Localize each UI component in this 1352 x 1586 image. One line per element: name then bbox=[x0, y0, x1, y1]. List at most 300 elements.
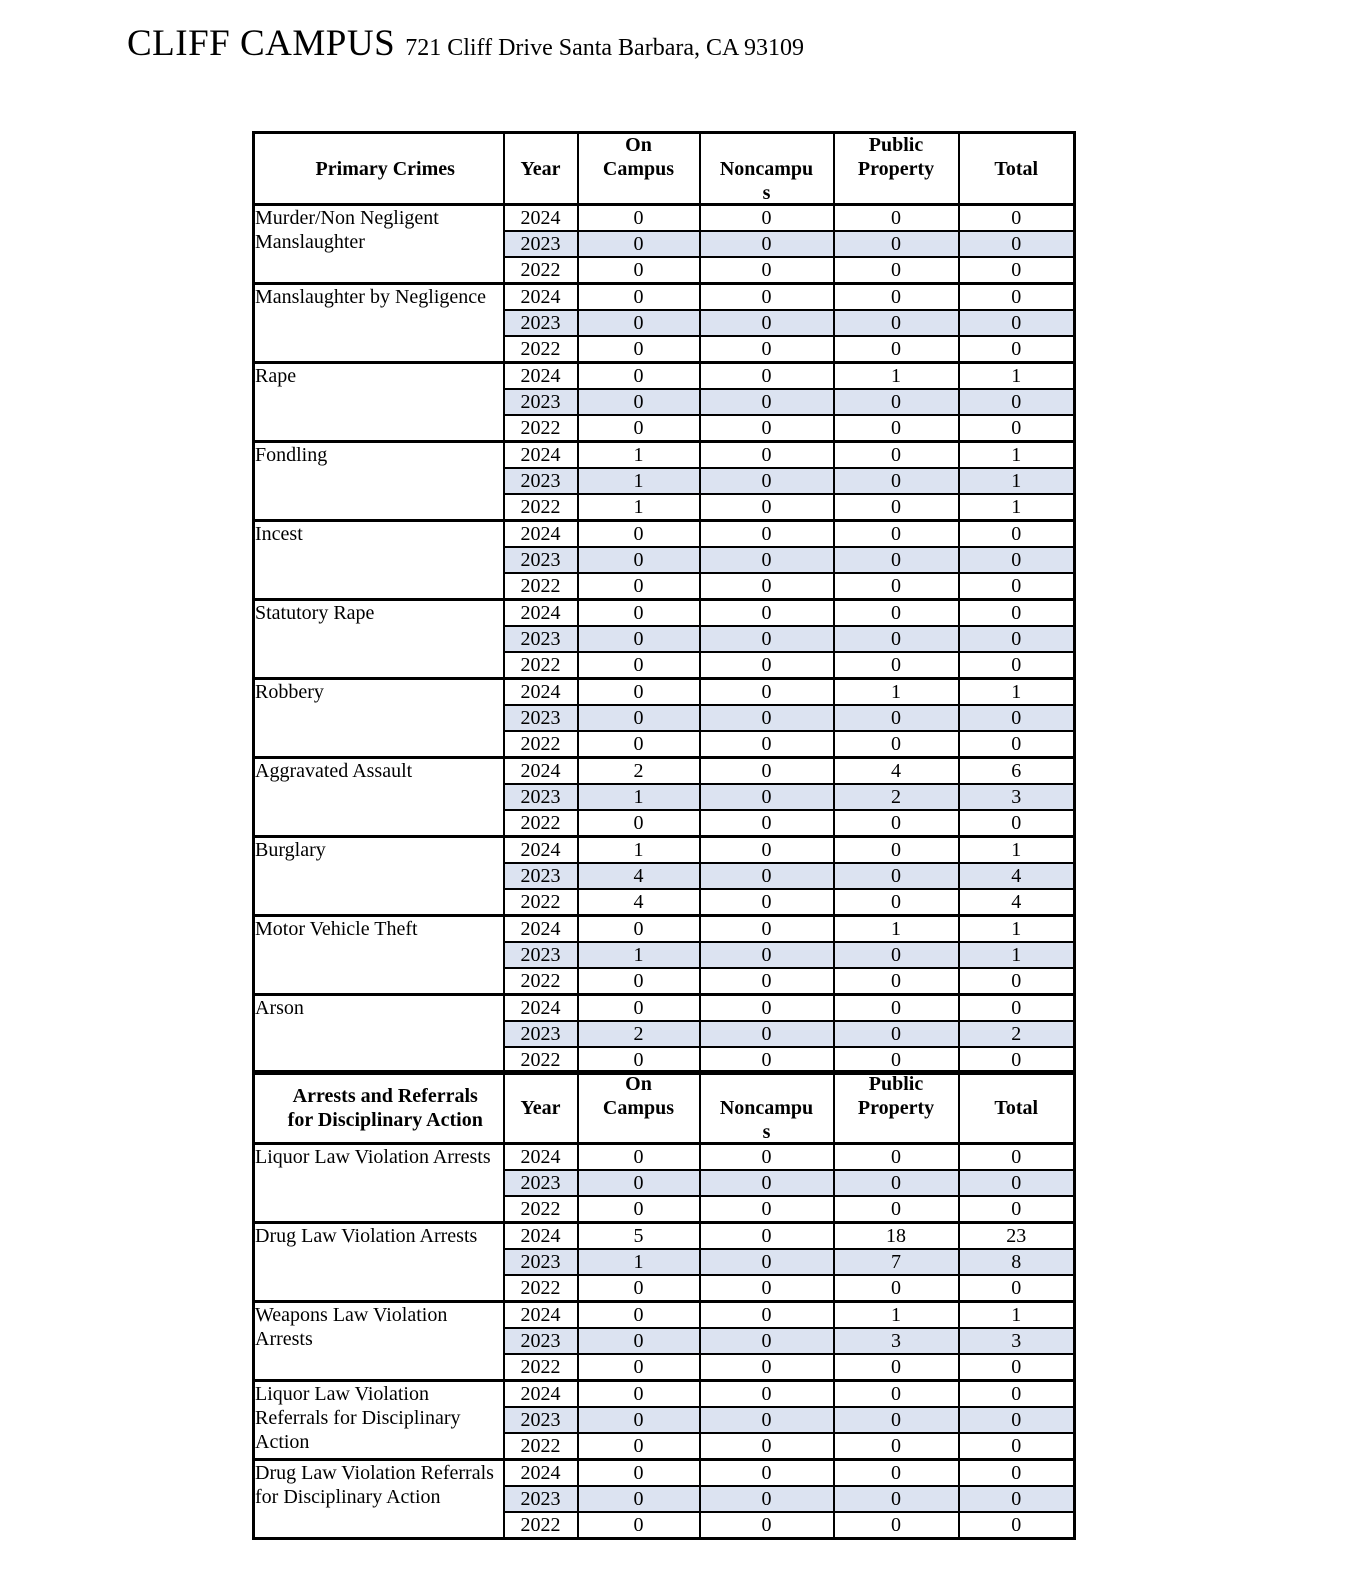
year-row bbox=[254, 363, 1075, 390]
column-header-label: Noncampu s bbox=[719, 157, 814, 204]
value-cell: 1 bbox=[834, 916, 959, 943]
category-group bbox=[254, 600, 1075, 679]
value-cell: 0 bbox=[700, 705, 834, 731]
value-cell: 0 bbox=[834, 626, 959, 652]
year-row bbox=[254, 442, 1075, 469]
value-cell: 0 bbox=[959, 652, 1075, 679]
value-cell: 0 bbox=[959, 231, 1075, 257]
category-name-cell: Liquor Law Violation Referrals for Disciplinary Action bbox=[254, 1381, 504, 1460]
value-cell: 0 bbox=[834, 731, 959, 758]
year-cell: 2023 bbox=[504, 705, 578, 731]
value-cell: 0 bbox=[959, 1512, 1075, 1539]
value-cell: 0 bbox=[834, 1047, 959, 1074]
arrests-referrals-table bbox=[252, 1070, 1076, 1540]
value-cell: 0 bbox=[700, 284, 834, 311]
value-cell: 0 bbox=[578, 415, 700, 442]
value-cell: 0 bbox=[959, 336, 1075, 363]
year-row bbox=[254, 600, 1075, 627]
year-cell: 2023 bbox=[504, 1328, 578, 1354]
category-group bbox=[254, 758, 1075, 837]
value-cell: 0 bbox=[834, 494, 959, 521]
value-cell: 0 bbox=[959, 1381, 1075, 1408]
column-header-label: On Campus bbox=[602, 1072, 675, 1119]
value-cell: 0 bbox=[834, 415, 959, 442]
value-cell: 1 bbox=[834, 363, 959, 390]
value-cell: 0 bbox=[700, 468, 834, 494]
year-cell: 2022 bbox=[504, 415, 578, 442]
value-cell: 0 bbox=[834, 652, 959, 679]
value-cell: 0 bbox=[959, 600, 1075, 627]
category-group bbox=[254, 521, 1075, 600]
column-header-label: Public Property bbox=[857, 1072, 935, 1119]
value-cell: 0 bbox=[578, 995, 700, 1022]
year-cell: 2023 bbox=[504, 1021, 578, 1047]
year-cell: 2023 bbox=[504, 231, 578, 257]
value-cell: 0 bbox=[700, 995, 834, 1022]
year-row bbox=[254, 284, 1075, 311]
value-cell: 0 bbox=[578, 1460, 700, 1487]
category-group bbox=[254, 837, 1075, 916]
value-cell: 0 bbox=[700, 1486, 834, 1512]
value-cell: 4 bbox=[959, 889, 1075, 916]
value-cell: 0 bbox=[834, 1433, 959, 1460]
value-cell: 2 bbox=[834, 784, 959, 810]
value-cell: 0 bbox=[700, 1047, 834, 1074]
category-group bbox=[254, 916, 1075, 995]
value-cell: 0 bbox=[700, 336, 834, 363]
year-cell: 2024 bbox=[504, 284, 578, 311]
value-cell: 1 bbox=[959, 494, 1075, 521]
value-cell: 0 bbox=[700, 916, 834, 943]
value-cell: 0 bbox=[959, 1433, 1075, 1460]
year-cell: 2023 bbox=[504, 547, 578, 573]
value-cell: 1 bbox=[959, 363, 1075, 390]
year-cell: 2023 bbox=[504, 1486, 578, 1512]
value-cell: 0 bbox=[959, 626, 1075, 652]
value-cell: 0 bbox=[834, 863, 959, 889]
value-cell: 0 bbox=[578, 916, 700, 943]
category-name-cell: Incest bbox=[254, 521, 504, 600]
value-cell: 0 bbox=[578, 1196, 700, 1223]
category-group bbox=[254, 284, 1075, 363]
value-cell: 0 bbox=[700, 442, 834, 469]
value-cell: 0 bbox=[700, 1354, 834, 1381]
value-cell: 4 bbox=[578, 863, 700, 889]
value-cell: 0 bbox=[959, 1354, 1075, 1381]
value-cell: 0 bbox=[700, 389, 834, 415]
column-header-label: Public Property bbox=[857, 133, 935, 180]
column-header bbox=[700, 133, 834, 205]
year-cell: 2024 bbox=[504, 600, 578, 627]
year-cell: 2024 bbox=[504, 995, 578, 1022]
category-name-cell: Murder/Non Negligent Manslaughter bbox=[254, 205, 504, 284]
year-cell: 2024 bbox=[504, 363, 578, 390]
year-cell: 2024 bbox=[504, 1144, 578, 1171]
value-cell: 1 bbox=[834, 679, 959, 706]
column-header-category: Primary Crimes bbox=[254, 133, 504, 205]
value-cell: 0 bbox=[700, 521, 834, 548]
year-row bbox=[254, 1302, 1075, 1329]
value-cell: 0 bbox=[959, 389, 1075, 415]
value-cell: 1 bbox=[578, 1249, 700, 1275]
value-cell: 0 bbox=[700, 863, 834, 889]
value-cell: 2 bbox=[578, 1021, 700, 1047]
value-cell: 0 bbox=[959, 1275, 1075, 1302]
value-cell: 0 bbox=[834, 1021, 959, 1047]
year-row bbox=[254, 995, 1075, 1022]
year-row bbox=[254, 1144, 1075, 1171]
value-cell: 1 bbox=[959, 1302, 1075, 1329]
value-cell: 0 bbox=[700, 837, 834, 864]
year-row bbox=[254, 916, 1075, 943]
value-cell: 0 bbox=[578, 1144, 700, 1171]
value-cell: 0 bbox=[834, 1196, 959, 1223]
value-cell: 0 bbox=[959, 415, 1075, 442]
column-header bbox=[578, 133, 700, 205]
value-cell: 4 bbox=[578, 889, 700, 916]
value-cell: 0 bbox=[700, 600, 834, 627]
value-cell: 1 bbox=[578, 784, 700, 810]
value-cell: 0 bbox=[959, 1170, 1075, 1196]
value-cell: 0 bbox=[578, 1328, 700, 1354]
value-cell: 0 bbox=[834, 257, 959, 284]
value-cell: 0 bbox=[578, 1486, 700, 1512]
value-cell: 0 bbox=[578, 600, 700, 627]
value-cell: 1 bbox=[959, 442, 1075, 469]
year-cell: 2024 bbox=[504, 521, 578, 548]
value-cell: 0 bbox=[578, 284, 700, 311]
value-cell: 0 bbox=[700, 415, 834, 442]
value-cell: 0 bbox=[959, 1407, 1075, 1433]
value-cell: 1 bbox=[578, 468, 700, 494]
value-cell: 0 bbox=[834, 547, 959, 573]
value-cell: 0 bbox=[834, 389, 959, 415]
year-cell: 2023 bbox=[504, 942, 578, 968]
year-cell: 2024 bbox=[504, 679, 578, 706]
value-cell: 0 bbox=[700, 1302, 834, 1329]
value-cell: 1 bbox=[578, 442, 700, 469]
value-cell: 0 bbox=[700, 1144, 834, 1171]
category-name-cell: Fondling bbox=[254, 442, 504, 521]
value-cell: 0 bbox=[578, 336, 700, 363]
year-row bbox=[254, 205, 1075, 232]
year-cell: 2023 bbox=[504, 1170, 578, 1196]
value-cell: 0 bbox=[700, 205, 834, 232]
value-cell: 1 bbox=[959, 679, 1075, 706]
year-cell: 2024 bbox=[504, 916, 578, 943]
value-cell: 0 bbox=[959, 257, 1075, 284]
value-cell: 0 bbox=[578, 705, 700, 731]
year-cell: 2023 bbox=[504, 389, 578, 415]
year-cell: 2023 bbox=[504, 863, 578, 889]
value-cell: 0 bbox=[578, 231, 700, 257]
year-cell: 2023 bbox=[504, 784, 578, 810]
value-cell: 0 bbox=[959, 1047, 1075, 1074]
value-cell: 23 bbox=[959, 1223, 1075, 1250]
value-cell: 0 bbox=[700, 1021, 834, 1047]
value-cell: 6 bbox=[959, 758, 1075, 785]
table-header bbox=[254, 1072, 1075, 1144]
value-cell: 0 bbox=[700, 652, 834, 679]
value-cell: 0 bbox=[700, 257, 834, 284]
value-cell: 0 bbox=[834, 1275, 959, 1302]
value-cell: 0 bbox=[834, 600, 959, 627]
value-cell: 0 bbox=[578, 389, 700, 415]
category-name-cell: Statutory Rape bbox=[254, 600, 504, 679]
value-cell: 0 bbox=[700, 679, 834, 706]
value-cell: 0 bbox=[700, 573, 834, 600]
value-cell: 1 bbox=[959, 942, 1075, 968]
value-cell: 2 bbox=[578, 758, 700, 785]
value-cell: 0 bbox=[700, 1407, 834, 1433]
year-cell: 2022 bbox=[504, 1275, 578, 1302]
year-cell: 2024 bbox=[504, 1302, 578, 1329]
value-cell: 0 bbox=[578, 573, 700, 600]
value-cell: 0 bbox=[834, 336, 959, 363]
campus-address: 721 Cliff Drive Santa Barbara, CA 93109 bbox=[405, 35, 805, 61]
value-cell: 0 bbox=[578, 1381, 700, 1408]
column-header-category: Arrests and Referrals for Disciplinary Action bbox=[254, 1072, 504, 1144]
value-cell: 0 bbox=[578, 810, 700, 837]
value-cell: 0 bbox=[834, 889, 959, 916]
category-group bbox=[254, 679, 1075, 758]
column-header bbox=[578, 1072, 700, 1144]
value-cell: 0 bbox=[959, 205, 1075, 232]
value-cell: 0 bbox=[700, 731, 834, 758]
category-name-cell: Aggravated Assault bbox=[254, 758, 504, 837]
year-cell: 2022 bbox=[504, 336, 578, 363]
value-cell: 0 bbox=[834, 1381, 959, 1408]
value-cell: 0 bbox=[700, 310, 834, 336]
value-cell: 0 bbox=[578, 1512, 700, 1539]
value-cell: 1 bbox=[959, 468, 1075, 494]
category-name-cell: Motor Vehicle Theft bbox=[254, 916, 504, 995]
column-header bbox=[700, 1072, 834, 1144]
value-cell: 0 bbox=[834, 468, 959, 494]
year-cell: 2024 bbox=[504, 837, 578, 864]
value-cell: 0 bbox=[959, 705, 1075, 731]
year-cell: 2024 bbox=[504, 758, 578, 785]
value-cell: 0 bbox=[700, 810, 834, 837]
column-header bbox=[959, 133, 1075, 205]
value-cell: 0 bbox=[700, 1433, 834, 1460]
value-cell: 0 bbox=[700, 1249, 834, 1275]
value-cell: 0 bbox=[834, 1354, 959, 1381]
year-cell: 2024 bbox=[504, 1381, 578, 1408]
value-cell: 3 bbox=[834, 1328, 959, 1354]
year-cell: 2022 bbox=[504, 889, 578, 916]
value-cell: 18 bbox=[834, 1223, 959, 1250]
category-name-cell: Rape bbox=[254, 363, 504, 442]
year-row bbox=[254, 1460, 1075, 1487]
category-name-cell: Weapons Law Violation Arrests bbox=[254, 1302, 504, 1381]
category-group bbox=[254, 1460, 1075, 1539]
value-cell: 0 bbox=[959, 968, 1075, 995]
value-cell: 0 bbox=[834, 1170, 959, 1196]
value-cell: 0 bbox=[578, 547, 700, 573]
value-cell: 0 bbox=[700, 231, 834, 257]
value-cell: 0 bbox=[700, 363, 834, 390]
value-cell: 0 bbox=[834, 521, 959, 548]
category-group bbox=[254, 1302, 1075, 1381]
value-cell: 1 bbox=[959, 837, 1075, 864]
column-header-label: On Campus bbox=[602, 133, 675, 180]
value-cell: 7 bbox=[834, 1249, 959, 1275]
column-header-label: Total bbox=[994, 1096, 1039, 1119]
value-cell: 0 bbox=[700, 1170, 834, 1196]
year-cell: 2023 bbox=[504, 1249, 578, 1275]
year-cell: 2024 bbox=[504, 1223, 578, 1250]
category-group bbox=[254, 995, 1075, 1074]
value-cell: 8 bbox=[959, 1249, 1075, 1275]
value-cell: 3 bbox=[959, 1328, 1075, 1354]
year-cell: 2022 bbox=[504, 652, 578, 679]
value-cell: 0 bbox=[834, 1144, 959, 1171]
value-cell: 1 bbox=[578, 942, 700, 968]
value-cell: 1 bbox=[834, 1302, 959, 1329]
column-header-year: Year bbox=[504, 133, 578, 205]
value-cell: 0 bbox=[578, 521, 700, 548]
value-cell: 0 bbox=[700, 1381, 834, 1408]
value-cell: 5 bbox=[578, 1223, 700, 1250]
value-cell: 0 bbox=[700, 942, 834, 968]
value-cell: 0 bbox=[834, 705, 959, 731]
year-cell: 2023 bbox=[504, 468, 578, 494]
value-cell: 0 bbox=[959, 1144, 1075, 1171]
value-cell: 0 bbox=[578, 652, 700, 679]
value-cell: 0 bbox=[578, 363, 700, 390]
year-cell: 2023 bbox=[504, 1407, 578, 1433]
value-cell: 0 bbox=[834, 231, 959, 257]
value-cell: 0 bbox=[578, 1433, 700, 1460]
value-cell: 0 bbox=[700, 626, 834, 652]
campus-name: CLIFF CAMPUS bbox=[127, 23, 396, 64]
value-cell: 0 bbox=[578, 968, 700, 995]
category-name-cell: Arson bbox=[254, 995, 504, 1074]
value-cell: 0 bbox=[834, 942, 959, 968]
value-cell: 0 bbox=[578, 1047, 700, 1074]
year-cell: 2022 bbox=[504, 573, 578, 600]
year-cell: 2022 bbox=[504, 731, 578, 758]
value-cell: 0 bbox=[834, 1460, 959, 1487]
value-cell: 0 bbox=[578, 1302, 700, 1329]
year-cell: 2022 bbox=[504, 1047, 578, 1074]
value-cell: 0 bbox=[700, 1275, 834, 1302]
value-cell: 0 bbox=[578, 205, 700, 232]
value-cell: 0 bbox=[834, 284, 959, 311]
category-name-cell: Liquor Law Violation Arrests bbox=[254, 1144, 504, 1223]
value-cell: 0 bbox=[700, 1196, 834, 1223]
column-header bbox=[959, 1072, 1075, 1144]
header-row bbox=[254, 133, 1075, 205]
column-header-label: Total bbox=[994, 157, 1039, 180]
column-header bbox=[834, 1072, 959, 1144]
category-name-cell: Robbery bbox=[254, 679, 504, 758]
value-cell: 0 bbox=[959, 1460, 1075, 1487]
value-cell: 0 bbox=[700, 1512, 834, 1539]
primary-crimes-table bbox=[252, 131, 1076, 1075]
value-cell: 0 bbox=[834, 968, 959, 995]
value-cell: 0 bbox=[834, 1512, 959, 1539]
value-cell: 0 bbox=[959, 731, 1075, 758]
year-cell: 2022 bbox=[504, 1354, 578, 1381]
category-group bbox=[254, 205, 1075, 284]
value-cell: 0 bbox=[578, 731, 700, 758]
category-name-cell: Drug Law Violation Referrals for Disciplinary Action bbox=[254, 1460, 504, 1539]
value-cell: 3 bbox=[959, 784, 1075, 810]
value-cell: 0 bbox=[700, 1223, 834, 1250]
value-cell: 0 bbox=[578, 1407, 700, 1433]
value-cell: 0 bbox=[959, 310, 1075, 336]
value-cell: 0 bbox=[959, 1196, 1075, 1223]
value-cell: 0 bbox=[959, 284, 1075, 311]
value-cell: 2 bbox=[959, 1021, 1075, 1047]
year-cell: 2022 bbox=[504, 1433, 578, 1460]
value-cell: 0 bbox=[700, 784, 834, 810]
value-cell: 0 bbox=[700, 1460, 834, 1487]
value-cell: 0 bbox=[959, 521, 1075, 548]
value-cell: 1 bbox=[578, 494, 700, 521]
year-row bbox=[254, 521, 1075, 548]
year-cell: 2024 bbox=[504, 442, 578, 469]
value-cell: 0 bbox=[959, 810, 1075, 837]
value-cell: 0 bbox=[578, 1354, 700, 1381]
category-name-cell: Drug Law Violation Arrests bbox=[254, 1223, 504, 1302]
value-cell: 1 bbox=[959, 916, 1075, 943]
value-cell: 0 bbox=[700, 494, 834, 521]
page-title bbox=[127, 22, 804, 65]
year-cell: 2022 bbox=[504, 257, 578, 284]
value-cell: 0 bbox=[959, 1486, 1075, 1512]
year-cell: 2022 bbox=[504, 968, 578, 995]
value-cell: 0 bbox=[959, 573, 1075, 600]
value-cell: 0 bbox=[700, 1328, 834, 1354]
value-cell: 0 bbox=[700, 968, 834, 995]
year-cell: 2023 bbox=[504, 626, 578, 652]
table-header bbox=[254, 133, 1075, 205]
value-cell: 0 bbox=[834, 442, 959, 469]
value-cell: 1 bbox=[578, 837, 700, 864]
value-cell: 0 bbox=[700, 547, 834, 573]
year-cell: 2022 bbox=[504, 494, 578, 521]
category-name-cell: Burglary bbox=[254, 837, 504, 916]
value-cell: 0 bbox=[834, 573, 959, 600]
year-row bbox=[254, 679, 1075, 706]
value-cell: 0 bbox=[834, 1486, 959, 1512]
value-cell: 0 bbox=[578, 257, 700, 284]
year-row bbox=[254, 1223, 1075, 1250]
year-row bbox=[254, 1381, 1075, 1408]
category-group bbox=[254, 1144, 1075, 1223]
year-row bbox=[254, 758, 1075, 785]
value-cell: 0 bbox=[700, 758, 834, 785]
value-cell: 0 bbox=[578, 626, 700, 652]
year-cell: 2022 bbox=[504, 1196, 578, 1223]
column-header-year: Year bbox=[504, 1072, 578, 1144]
value-cell: 0 bbox=[834, 1407, 959, 1433]
category-group bbox=[254, 442, 1075, 521]
value-cell: 0 bbox=[959, 547, 1075, 573]
year-row bbox=[254, 837, 1075, 864]
value-cell: 0 bbox=[834, 995, 959, 1022]
value-cell: 0 bbox=[834, 810, 959, 837]
header-row bbox=[254, 1072, 1075, 1144]
value-cell: 4 bbox=[959, 863, 1075, 889]
category-group bbox=[254, 1381, 1075, 1460]
value-cell: 0 bbox=[578, 679, 700, 706]
year-cell: 2024 bbox=[504, 205, 578, 232]
value-cell: 0 bbox=[834, 310, 959, 336]
